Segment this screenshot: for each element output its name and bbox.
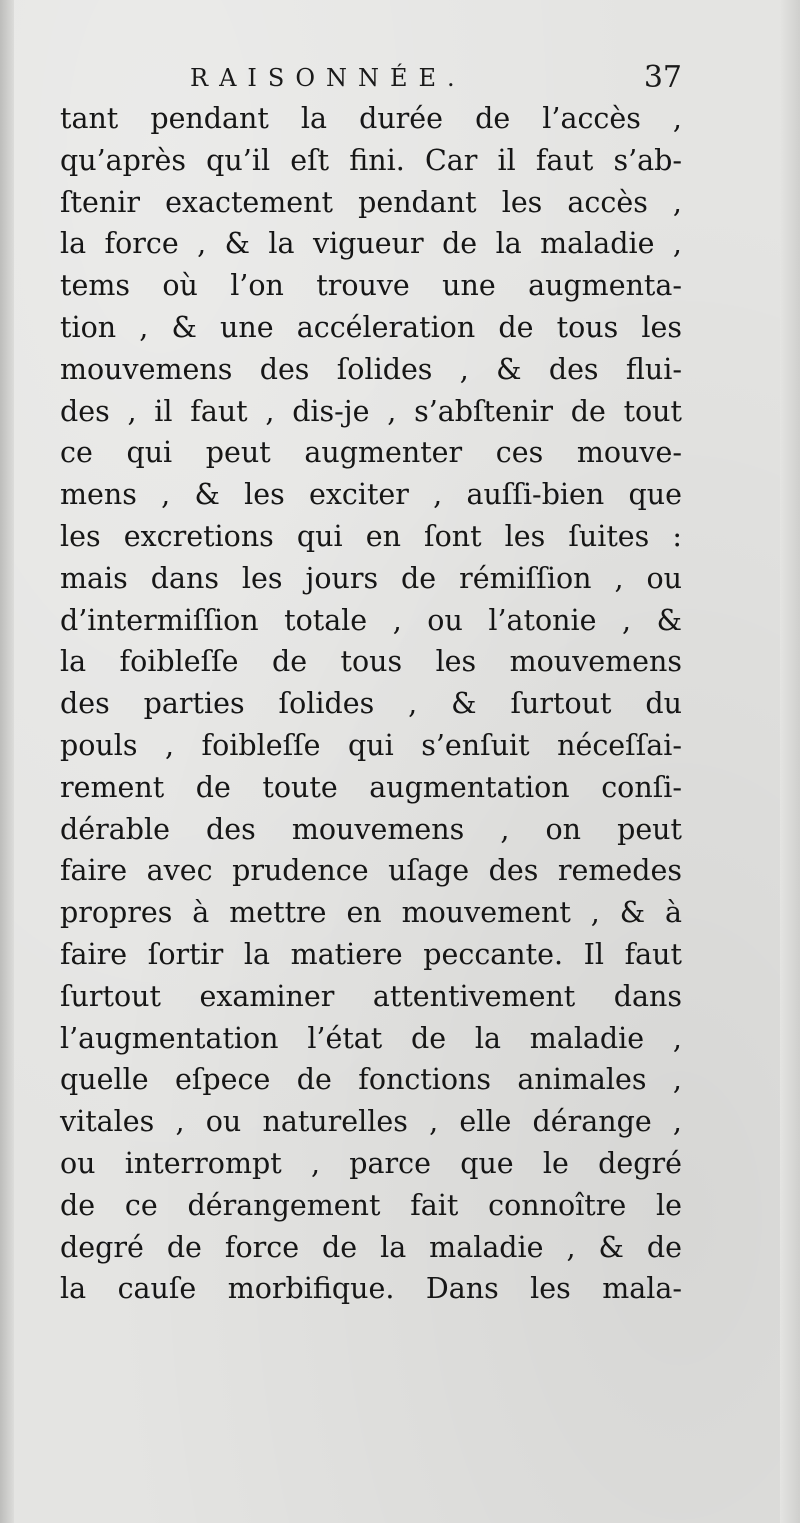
- page-gutter-edge: [0, 0, 14, 1523]
- page-number: 37: [643, 60, 682, 95]
- text-line: ou interrompt , parce que le degré: [60, 1146, 682, 1180]
- text-line: tant pendant la durée de l’accès ,: [60, 102, 682, 135]
- text-line: ſurtout examiner attentivement dans: [60, 979, 682, 1013]
- text-line: rement de toute augmentation conſi-: [60, 770, 682, 804]
- text-line: mouvemens des ſolides , & des flui-: [60, 352, 682, 386]
- text-line: propres à mettre en mouvement , & à: [60, 896, 682, 930]
- text-line: ſtenir exactement pendant les accès ,: [60, 185, 682, 219]
- running-title: RAISONNÉE.: [190, 64, 466, 92]
- text-line: faire ſortir la matiere peccante. Il faut: [60, 937, 682, 971]
- text-line: mens , & les exciter , auſſi-bien que: [60, 478, 682, 512]
- text-line: d’intermiſſion totale , ou l’atonie , &: [60, 603, 682, 637]
- text-line: dérable des mouvemens , on peut: [60, 812, 682, 846]
- text-line: faire avec prudence uſage des remedes: [60, 854, 682, 888]
- text-line: des , il faut , dis-je , s’abſtenir de tout: [60, 394, 682, 428]
- text-line: tems où l’on trouve une augmenta-: [60, 269, 682, 303]
- text-line: l’augmentation l’état de la maladie ,: [60, 1021, 682, 1055]
- text-line: qu’après qu’il eſt fini. Car il faut s’ab-: [60, 143, 682, 177]
- text-line: quelle eſpece de fonctions animales ,: [60, 1063, 682, 1097]
- text-line: la cauſe morbifique. Dans les mala-: [60, 1272, 682, 1306]
- page-outer-edge: [780, 0, 800, 1523]
- text-line: de ce dérangement fait connoître le: [60, 1188, 682, 1222]
- text-line: ce qui peut augmenter ces mouve-: [60, 436, 682, 470]
- text-line: tion , & une accéleration de tous les: [60, 310, 682, 344]
- text-line: degré de force de la maladie , & de: [60, 1230, 682, 1264]
- text-line: la foibleſſe de tous les mouvemens: [60, 645, 682, 679]
- text-line: des parties ſolides , & ſurtout du: [60, 687, 682, 721]
- text-line: les excretions qui en ſont les ſuites :: [60, 519, 682, 553]
- text-line: vitales , ou naturelles , elle dérange ,: [60, 1105, 682, 1139]
- text-line: mais dans les jours de rémiſſion , ou: [60, 561, 682, 595]
- text-line: pouls , foibleſſe qui s’enſuit néceſſai-: [60, 728, 682, 762]
- body-text: [60, 98, 682, 1310]
- page-header: [60, 58, 682, 98]
- text-line: la force , & la vigueur de la maladie ,: [60, 227, 682, 261]
